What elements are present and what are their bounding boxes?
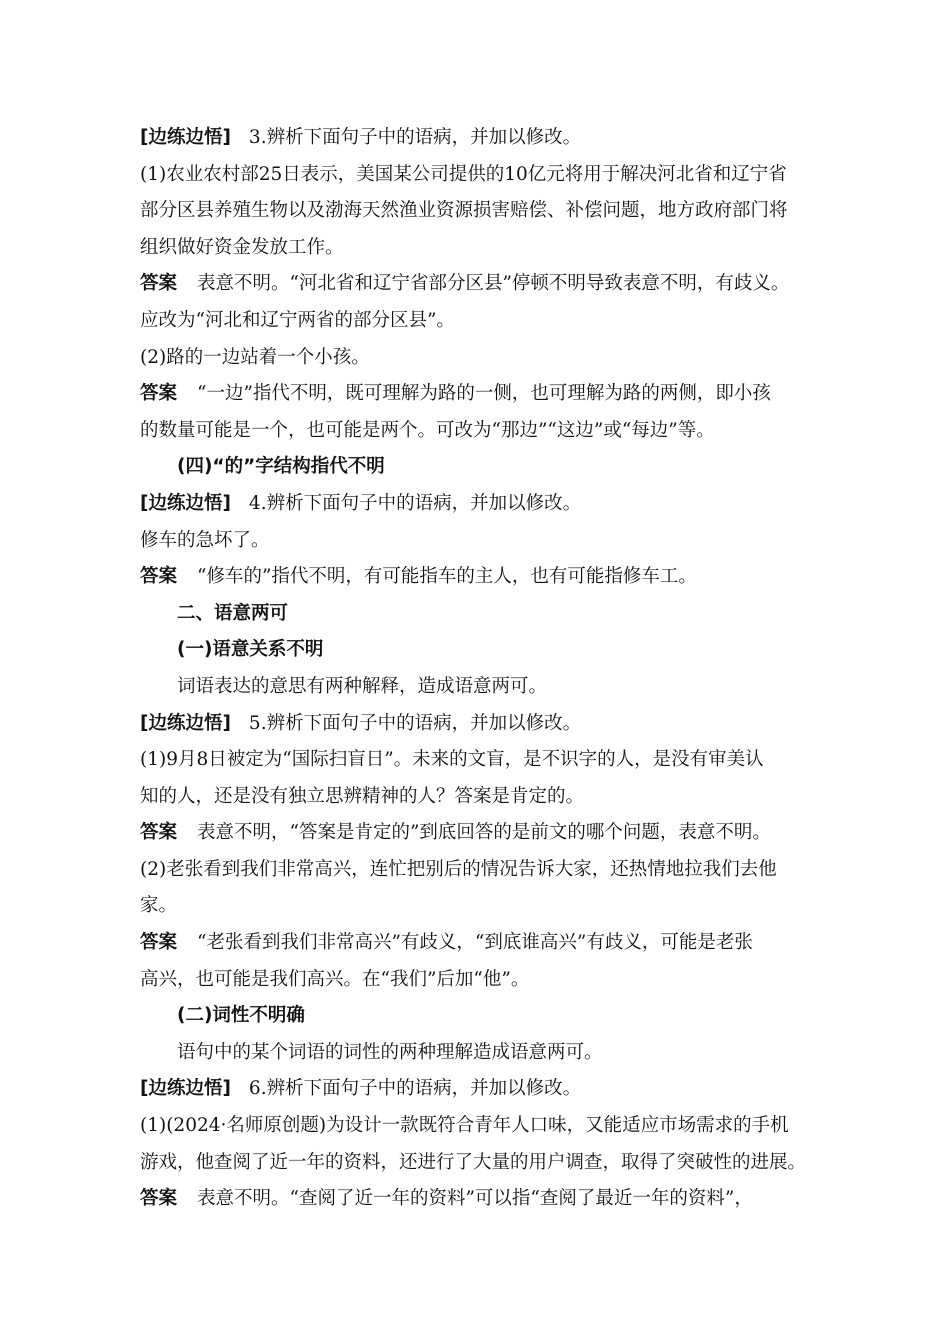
text-line: (1)(2024·名师原创题)为设计一款既符合青年人口味，又能适应市场需求的手机 [140, 1115, 789, 1137]
practice-tag: [边练边悟] [140, 492, 231, 514]
answer-line [140, 1181, 820, 1218]
answer-text: 表意不明。“查阅了近一年的资料”可以指“查阅了最近一年的资料”， [197, 1188, 753, 1210]
practice-tag: [边练边悟] [140, 127, 231, 148]
answer-text: “老张看到我们非常高兴”有歧义，“到底谁高兴”有歧义，可能是老张 [197, 932, 753, 954]
text-line: 高兴，也可能是我们高兴。在“我们”后加“他”。 [140, 968, 530, 990]
exercise-4-heading [140, 486, 820, 523]
answer-text: 表意不明，“答案是肯定的”到底回答的是前文的哪个问题，表意不明。 [197, 822, 771, 844]
section-heading: 二、语意两可 [177, 602, 289, 624]
text-line: (1)农业农村部25日表示，美国某公司提供的10亿元将用于解决河北省和辽宁省 [140, 163, 787, 185]
subsection-heading: (二)词性不明确 [177, 1005, 305, 1027]
practice-tag: [边练边悟] [140, 712, 231, 734]
section-heading: (四)“的”字结构指代不明 [177, 456, 385, 478]
exercise-prompt: 6.辨析下面句子中的语病，并加以修改。 [248, 1078, 582, 1100]
answer-label: 答案 [140, 1188, 178, 1210]
exercise-6-heading [140, 1071, 820, 1108]
text-line: 的数量可能是一个，也可能是两个。可改为“那边”“这边”或“每边”等。 [140, 419, 715, 441]
section-description: 语句中的某个词语的词性的两种理解造成语意两可。 [177, 1041, 603, 1063]
answer-label: 答案 [140, 383, 178, 405]
document-page [140, 120, 820, 1218]
answer-line [140, 266, 820, 303]
answer-text: “一边”指代不明，既可理解为路的一侧，也可理解为路的两侧，即小孩 [197, 383, 771, 405]
text-line: 部分区县养殖生物以及渤海天然渔业资源损害赔偿、补偿问题，地方政府部门将 [140, 200, 788, 222]
text-line: 知的人，还是没有独立思辨精神的人？答案是肯定的。 [140, 785, 585, 807]
text-line: (1)9月8日被定为“国际扫盲日”。未来的文盲，是不识字的人，是没有审美认 [140, 749, 764, 771]
text-line: (2)路的一边站着一个小孩。 [140, 346, 370, 368]
practice-tag: [边练边悟] [140, 1078, 231, 1100]
answer-label: 答案 [140, 932, 178, 954]
section-description: 词语表达的意思有两种解释，造成语意两可。 [177, 675, 548, 697]
answer-label: 答案 [140, 566, 178, 588]
exercise-prompt: 4.辨析下面句子中的语病，并加以修改。 [248, 492, 582, 514]
exercise-5-heading [140, 706, 820, 743]
answer-line [140, 815, 820, 852]
text-line: 家。 [140, 895, 178, 917]
answer-line [140, 559, 820, 596]
exercise-prompt: 3.辨析下面句子中的语病，并加以修改。 [248, 127, 582, 148]
answer-label: 答案 [140, 273, 178, 295]
answer-text: 表意不明。“河北省和辽宁省部分区县”停顿不明导致表意不明，有歧义。 [197, 273, 790, 295]
answer-text: “修车的”指代不明，有可能指车的主人，也有可能指修车工。 [197, 566, 697, 588]
text-line: 组织做好资金发放工作。 [140, 236, 344, 258]
subsection-heading: (一)语意关系不明 [177, 639, 324, 661]
exercise-prompt: 5.辨析下面句子中的语病，并加以修改。 [248, 712, 582, 734]
text-line: 游戏，他查阅了近一年的资料，还进行了大量的用户调查，取得了突破性的进展。 [140, 1151, 807, 1173]
answer-label: 答案 [140, 822, 178, 844]
answer-line [140, 925, 820, 962]
answer-line [140, 376, 820, 413]
text-line: 修车的急坏了。 [140, 529, 270, 551]
text-line: (2)老张看到我们非常高兴，连忙把别后的情况告诉大家，还热情地拉我们去他 [140, 858, 777, 880]
exercise-3-heading [140, 120, 820, 157]
text-line: 应改为“河北和辽宁两省的部分区县”。 [140, 309, 455, 331]
